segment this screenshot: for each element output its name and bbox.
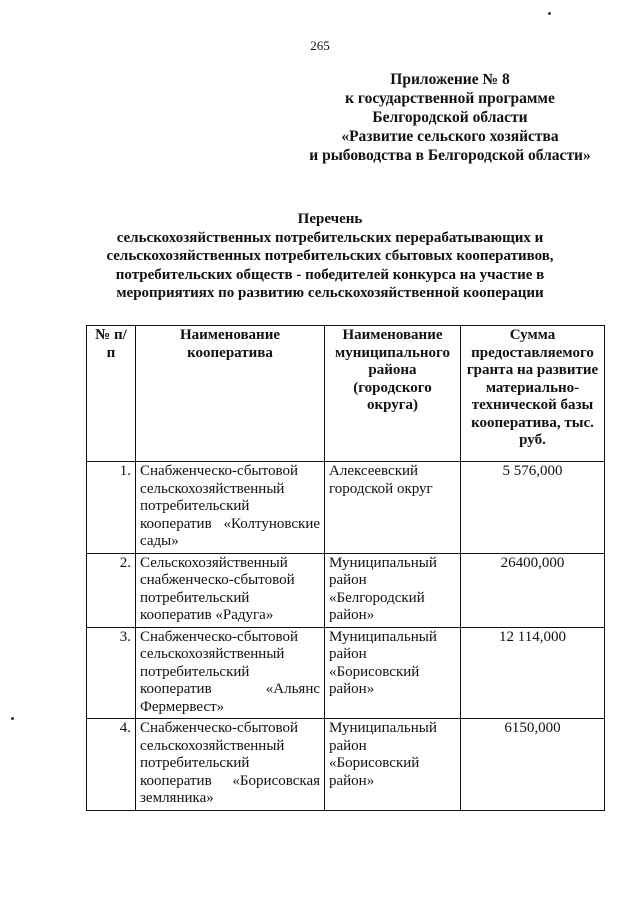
grant-amount: 6150,000 bbox=[461, 719, 605, 811]
appendix-header bbox=[300, 70, 600, 165]
grant-amount: 26400,000 bbox=[461, 553, 605, 627]
district-name: Алексеевский городской округ bbox=[325, 462, 461, 554]
page-number: 265 bbox=[310, 38, 330, 53]
appendix-line: к государственной программе bbox=[345, 90, 555, 107]
table-header-row bbox=[87, 326, 605, 462]
district-name: Муниципальный район «Белгородский район» bbox=[325, 553, 461, 627]
header-number: № п/п bbox=[87, 326, 136, 462]
cooperative-name: Сельскохозяйственный снабженческо-сбытовой потребительский кооператив «Радуга» bbox=[136, 553, 325, 627]
title-line: потребительских обществ - победителей конкурса на участие в bbox=[115, 266, 545, 283]
row-number: 2. bbox=[87, 553, 136, 627]
table-row bbox=[87, 553, 605, 627]
grant-amount: 12 114,000 bbox=[461, 627, 605, 719]
document-title bbox=[100, 210, 560, 303]
title-line: сельскохозяйственных потребительских сбытовых кооперативов, bbox=[106, 248, 554, 265]
cooperative-name: Снабженческо-сбытовой сельскохозяйственный потребительский кооператив «Борисовская земляника» bbox=[136, 719, 325, 811]
table-row bbox=[87, 719, 605, 811]
title-line: сельскохозяйственных потребительских перерабатывающих и bbox=[116, 229, 544, 246]
appendix-line: Приложение № 8 bbox=[390, 71, 510, 88]
row-number: 4. bbox=[87, 719, 136, 811]
header-grant-amount: Сумма предоставляемого гранта на развитие материально-технической базы кооператива, тыс. руб. bbox=[461, 326, 605, 462]
table-row bbox=[87, 462, 605, 554]
title-line: мероприятиях по развитию сельскохозяйственной кооперации bbox=[116, 285, 544, 302]
row-number: 3. bbox=[87, 627, 136, 719]
scan-speck bbox=[11, 717, 14, 720]
cooperative-name: Снабженческо-сбытовой сельскохозяйственный потребительский кооператив «Колтуновские сады» bbox=[136, 462, 325, 554]
cooperative-name: Снабженческо-сбытовой сельскохозяйственный потребительский кооператив «Альянс Фермервест» bbox=[136, 627, 325, 719]
header-cooperative-name: Наименование кооператива bbox=[136, 326, 325, 462]
appendix-line: и рыбоводства в Белгородской области» bbox=[309, 147, 591, 164]
header-district: Наименование муниципального района (городского округа) bbox=[325, 326, 461, 462]
title-line: Перечень bbox=[297, 211, 363, 227]
district-name: Муниципальный район «Борисовский район» bbox=[325, 627, 461, 719]
district-name: Муниципальный район «Борисовский район» bbox=[325, 719, 461, 811]
grant-amount: 5 576,000 bbox=[461, 462, 605, 554]
table-row bbox=[87, 627, 605, 719]
appendix-line: «Развитие сельского хозяйства bbox=[341, 128, 559, 145]
row-number: 1. bbox=[87, 462, 136, 554]
appendix-line: Белгородской области bbox=[372, 109, 528, 126]
scan-speck bbox=[548, 12, 551, 15]
grants-table bbox=[86, 325, 605, 811]
